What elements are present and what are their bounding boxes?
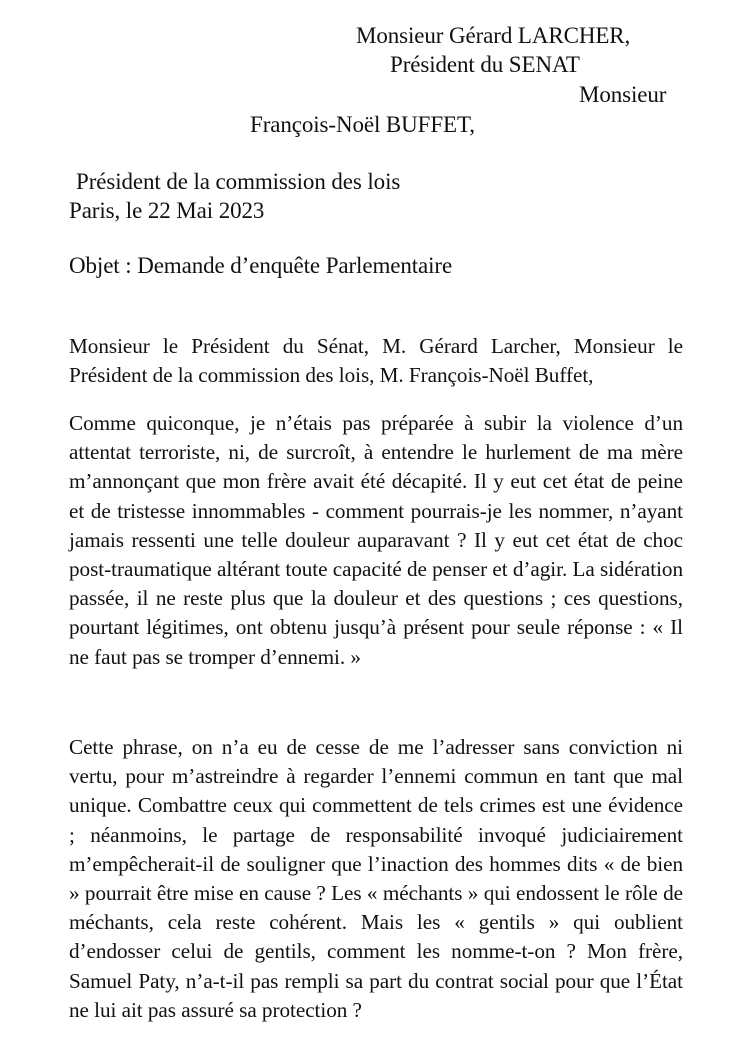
addressee-2-name: François-Noël BUFFET, (250, 112, 475, 137)
paragraph-1: Comme quiconque, je n’étais pas préparée à subir la violence d’un attentat terroriste, ni, de surcroît, à entendre le hurlement de ma mère m’annonçant que mon frère avait été décapité. Il y eut cet état de peine et de tristesse innommables - comment pourrais-je les nommer, n’ayant jamais ressenti une telle douleur auparavant ? Il y eut cet état de choc post-traumatique altérant toute capacité de penser et d’agir. La sidération passée, il ne reste plus que la douleur et des questions ; ces questions, pourtant légitimes, ont obtenu jusqu’à présent pour seule réponse : « Il ne faut pas se tromper d’ennemi. » (69, 411, 683, 669)
letter-subject: Objet : Demande d’enquête Parlementaire (69, 253, 453, 278)
addressee-1-name: Monsieur Gérard LARCHER, (356, 23, 631, 48)
addressee-2-prefix: Monsieur (579, 82, 667, 107)
addressee-2-title: Président de la commission des lois (76, 169, 401, 194)
salutation: Monsieur le Président du Sénat, M. Gérard Larcher, Monsieur le Président de la commission des lois, M. François-Noël Buffet, (69, 334, 683, 388)
place-date: Paris, le 22 Mai 2023 (69, 198, 265, 223)
addressee-1-title: Président du SENAT (390, 52, 580, 77)
paragraph-2: Cette phrase, on n’a eu de cesse de me l’adresser sans conviction ni vertu, pour m’astreindre à regarder l’ennemi commun en tant que mal unique. Combattre ceux qui commettent de tels crimes est une évidence ; néanmoins, le partage de responsabilité invoqué judiciairement m’empêcherait-il de souligner que l’inaction des hommes dits « de bien » pourrait être mise en cause ? Les « méchants » qui endossent le rôle de méchants, cela reste cohérent. Mais les « gentils » qui oublient d’endosser celui de gentils, comment les nomme-t-on ? Mon frère, Samuel Paty, n’a-t-il pas rempli sa part du contrat social pour que l’État ne lui ait pas assuré sa protection ? (69, 735, 683, 1022)
